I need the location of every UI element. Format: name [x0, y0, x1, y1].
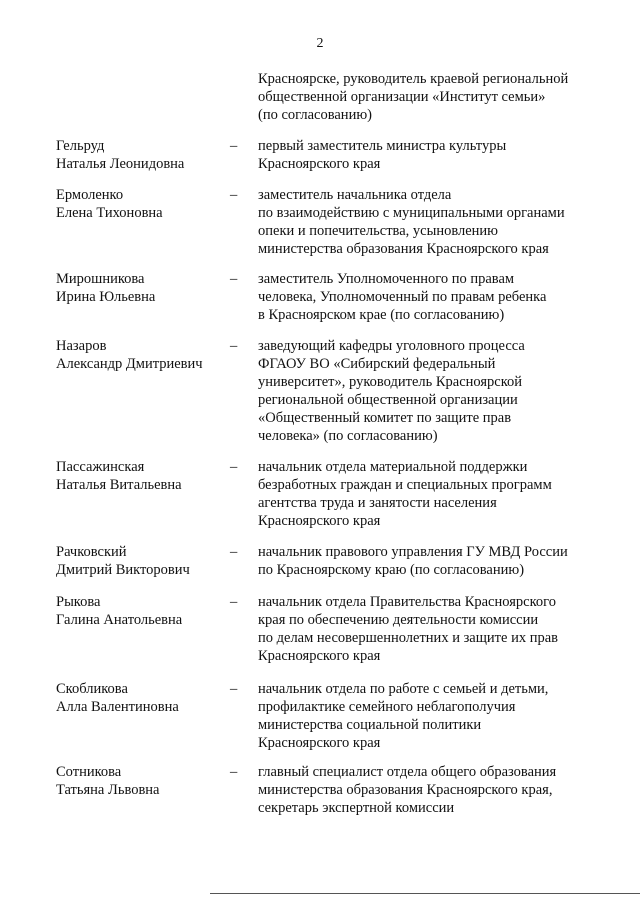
member-given-names: Наталья Витальевна — [56, 477, 182, 493]
member-surname: Сотникова — [56, 764, 122, 780]
member-surname: Пассажинская — [56, 459, 145, 475]
continuation-line: общественной организации «Институт семьи» — [258, 89, 546, 105]
member-role-line: Красноярского края — [258, 156, 381, 172]
member-given-names: Елена Тихоновна — [56, 205, 163, 221]
member-role-line: региональной общественной организации — [258, 392, 518, 408]
member-role-line: по Красноярскому краю (по согласованию) — [258, 562, 525, 578]
member-dash: – — [230, 138, 238, 154]
member-given-names: Татьяна Львовна — [56, 782, 160, 798]
member-given-names: Алла Валентиновна — [56, 699, 179, 715]
member-role-line: в Красноярском крае (по согласованию) — [258, 307, 505, 323]
member-role-line: безработных граждан и специальных программ — [258, 477, 552, 493]
member-dash: – — [230, 544, 238, 560]
member-given-names: Дмитрий Викторович — [56, 562, 190, 578]
member-given-names: Галина Анатольевна — [56, 612, 183, 628]
bottom-divider — [210, 893, 640, 894]
member-role-line: Красноярского края — [258, 648, 381, 664]
member-dash: – — [230, 594, 238, 610]
member-role-line: заведующий кафедры уголовного процесса — [258, 338, 525, 354]
member-role-line: края по обеспечению деятельности комиссии — [258, 612, 539, 628]
continuation-line: (по согласованию) — [258, 107, 372, 123]
member-surname: Мирошникова — [56, 271, 145, 287]
member-surname: Рыкова — [56, 594, 101, 610]
member-role-line: опеки и попечительства, усыновлению — [258, 223, 499, 239]
member-role-line: агентства труда и занятости населения — [258, 495, 497, 511]
member-dash: – — [230, 764, 238, 780]
member-role-line: «Общественный комитет по защите прав — [258, 410, 512, 426]
member-dash: – — [230, 681, 238, 697]
member-dash: – — [230, 338, 238, 354]
member-surname: Рачковский — [56, 544, 127, 560]
member-role-line: главный специалист отдела общего образования — [258, 764, 557, 780]
page-number: 2 — [316, 36, 324, 51]
member-role-line: начальник отдела Правительства Красноярского — [258, 594, 556, 610]
member-dash: – — [230, 187, 238, 203]
member-surname: Ермоленко — [56, 187, 124, 203]
member-role-line: министерства социальной политики — [258, 717, 482, 733]
member-role-line: министерства образования Красноярского края, — [258, 782, 553, 798]
member-given-names: Александр Дмитриевич — [56, 356, 203, 372]
member-role-line: начальник правового управления ГУ МВД России — [258, 544, 568, 560]
member-role-line: Красноярского края — [258, 735, 381, 751]
member-role-line: секретарь экспертной комиссии — [258, 800, 455, 816]
member-role-line: начальник отдела материальной поддержки — [258, 459, 528, 475]
member-role-line: министерства образования Красноярского края — [258, 241, 549, 257]
member-role-line: по взаимодействию с муниципальными органами — [258, 205, 565, 221]
member-role-line: первый заместитель министра культуры — [258, 138, 507, 154]
member-surname: Скобликова — [56, 681, 128, 697]
member-dash: – — [230, 271, 238, 287]
member-role-line: человека, Уполномоченный по правам ребенка — [258, 289, 547, 305]
member-role-line: по делам несовершеннолетних и защите их прав — [258, 630, 558, 646]
member-given-names: Ирина Юльевна — [56, 289, 156, 305]
member-surname: Назаров — [56, 338, 107, 354]
member-role-line: университет», руководитель Красноярской — [258, 374, 523, 390]
member-role-line: Красноярского края — [258, 513, 381, 529]
member-role-line: профилактике семейного неблагополучия — [258, 699, 516, 715]
member-role-line: ФГАОУ ВО «Сибирский федеральный — [258, 356, 496, 372]
member-role-line: заместитель Уполномоченного по правам — [258, 271, 515, 287]
member-role-line: начальник отдела по работе с семьей и детьми, — [258, 681, 549, 697]
member-role-line: человека» (по согласованию) — [258, 428, 438, 444]
continuation-line: Красноярске, руководитель краевой региональной — [258, 71, 569, 87]
member-surname: Гельруд — [56, 138, 105, 154]
member-role-line: заместитель начальника отдела — [258, 187, 452, 203]
member-given-names: Наталья Леонидовна — [56, 156, 185, 172]
member-dash: – — [230, 459, 238, 475]
